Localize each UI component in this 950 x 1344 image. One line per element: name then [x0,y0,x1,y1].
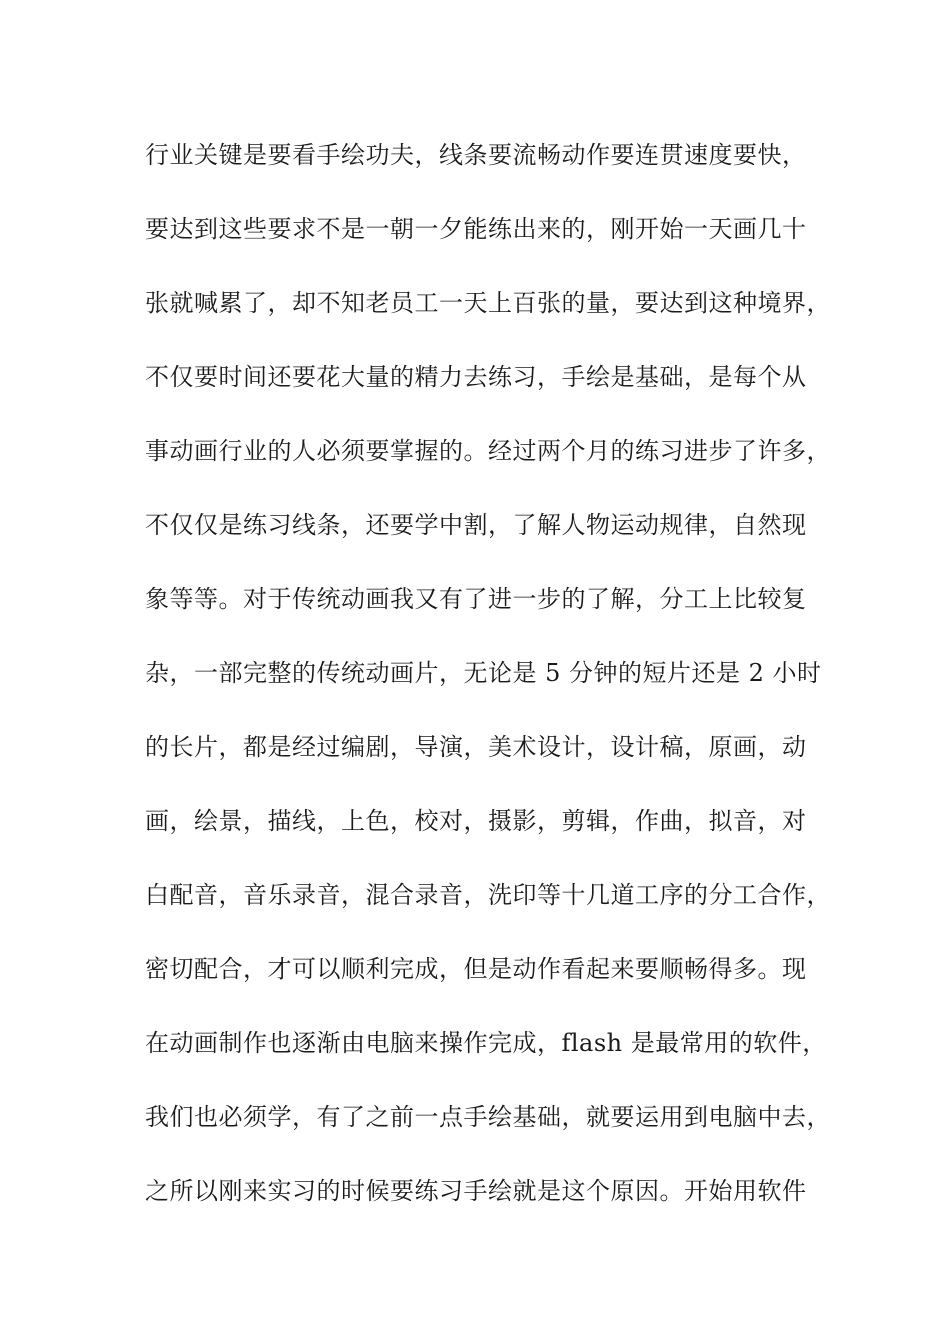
text-line: 之所以刚来实习的时候要练习手绘就是这个原因。开始用软件 [145,1177,807,1205]
text-line: 不仅仅是练习线条，还要学中割，了解人物运动规律，自然现 [145,511,807,539]
body-text [145,130,845,1240]
text-line: 事动画行业的人必须要掌握的。经过两个月的练习进步了许多， [145,437,831,465]
text-line: 象等等。对于传统动画我又有了进一步的了解，分工上比较复 [145,585,807,613]
text-line: 不仅要时间还要花大量的精力去练习，手绘是基础，是每个从 [145,363,807,391]
text-line: 密切配合，才可以顺利完成，但是动作看起来要顺畅得多。现 [145,955,807,983]
text-line: 在动画制作也逐渐由电脑来操作完成，flash 是最常用的软件， [145,1029,827,1057]
text-line: 我们也必须学，有了之前一点手绘基础，就要运用到电脑中去， [145,1103,831,1131]
text-line: 的长片，都是经过编剧，导演，美术设计，设计稿，原画，动 [145,733,807,761]
text-line: 杂，一部完整的传统动画片，无论是 5 分钟的短片还是 2 小时 [145,659,822,687]
text-line: 张就喊累了，却不知老员工一天上百张的量，要达到这种境界， [145,289,831,317]
text-line: 要达到这些要求不是一朝一夕能练出来的，刚开始一天画几十 [145,215,807,243]
text-line: 行业关键是要看手绘功夫，线条要流畅动作要连贯速度要快， [145,141,807,169]
text-line: 画，绘景，描线，上色，校对，摄影，剪辑，作曲，拟音，对 [145,807,807,835]
text-line: 白配音，音乐录音，混合录音，洗印等十几道工序的分工合作， [145,881,831,909]
